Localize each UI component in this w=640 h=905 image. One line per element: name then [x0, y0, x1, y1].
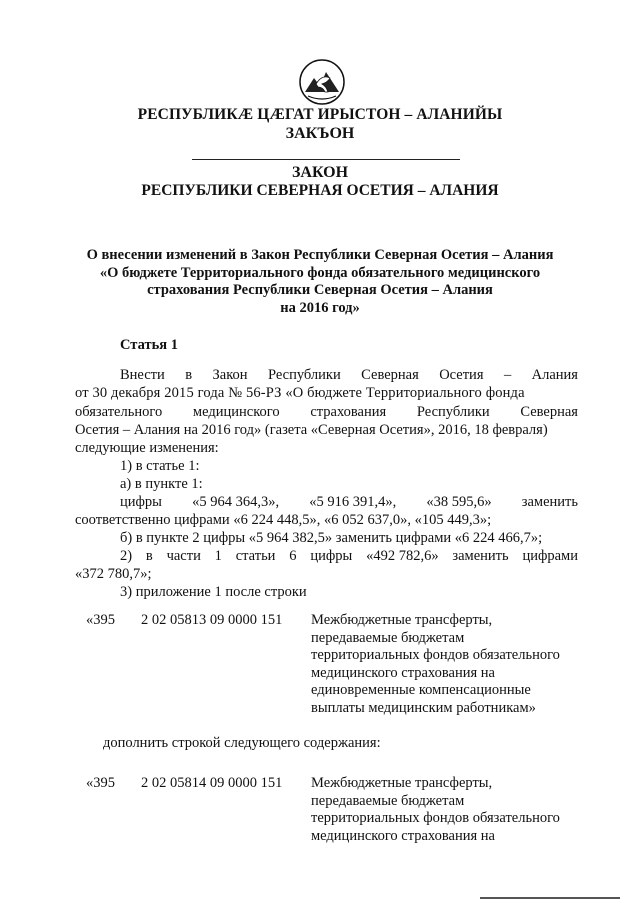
paragraph-line: Осетия – Алания на 2016 год» (газета «Северная Осетия», 2016, 18 февраля): [75, 422, 548, 438]
law-title-line: О внесении изменений в Закон Республики Северная Осетия – Алания: [86, 247, 554, 263]
row-kbk: 2 02 05813 09 0000 151: [141, 612, 283, 628]
item-line: 2) в части 1 статьи 6 цифры «492 782,6» заменить цифрами: [120, 548, 578, 564]
row-description: Межбюджетные трансферты, передаваемые бюджетам территориальных фондов обязательного медицинского страхования на единовременные компенсационные выплаты медицинским работникам»: [311, 612, 560, 716]
item-line: «372 780,7»;: [75, 566, 152, 582]
header-divider: [192, 159, 460, 160]
law-title: [0, 247, 640, 317]
row-kbk: 2 02 05814 09 0000 151: [141, 775, 283, 791]
item-line: цифры «5 964 364,3», «5 916 391,4», «38 595,6» заменить: [120, 494, 578, 510]
paragraph-line: от 30 декабря 2015 года № 56-РЗ «О бюджете Территориального фонда: [75, 385, 525, 401]
row-description: Межбюджетные трансферты, передаваемые бюджетам территориальных фондов обязательного медицинского страхования на: [311, 775, 560, 844]
law-word-ossetian: ЗАКЪОН: [285, 125, 355, 142]
law-title-line: на 2016 год»: [280, 299, 360, 316]
item-line: б) в пункте 2 цифры «5 964 382,5» заменить цифрами «6 224 466,7»;: [120, 530, 543, 546]
republic-name-russian: РЕСПУБЛИКИ СЕВЕРНАЯ ОСЕТИЯ – АЛАНИЯ: [141, 182, 499, 199]
law-title-line: «О бюджете Территориального фонда обязательного медицинского: [99, 264, 541, 281]
paragraph-line: обязательного медицинского страхования Республики Северная: [75, 404, 578, 420]
supplement-line: дополнить строкой следующего содержания:: [103, 735, 381, 751]
scan-artifact-line: [480, 897, 620, 899]
law-word-russian: ЗАКОН: [291, 164, 349, 181]
article-heading: Статья 1: [120, 337, 178, 353]
paragraph-line: следующие изменения:: [75, 440, 219, 456]
paragraph-line: Внести в Закон Республики Северная Осетия – Алания: [120, 367, 578, 383]
republic-name-ossetian: РЕСПУБЛИКÆ ЦÆГАТ ИРЫСТОН – АЛАНИЙЫ: [137, 106, 503, 123]
law-title-line: страхования Республики Северная Осетия – Алания: [147, 282, 493, 298]
item-line: соответственно цифрами «6 224 448,5», «6 052 637,0», «105 449,3»;: [75, 512, 492, 528]
row-code: «395: [86, 775, 115, 791]
item-line: 1) в статье 1:: [120, 458, 200, 474]
item-line: 3) приложение 1 после строки: [120, 584, 307, 600]
item-line: а) в пункте 1:: [120, 476, 203, 492]
coat-of-arms-emblem: [296, 58, 348, 106]
row-code: «395: [86, 612, 115, 628]
